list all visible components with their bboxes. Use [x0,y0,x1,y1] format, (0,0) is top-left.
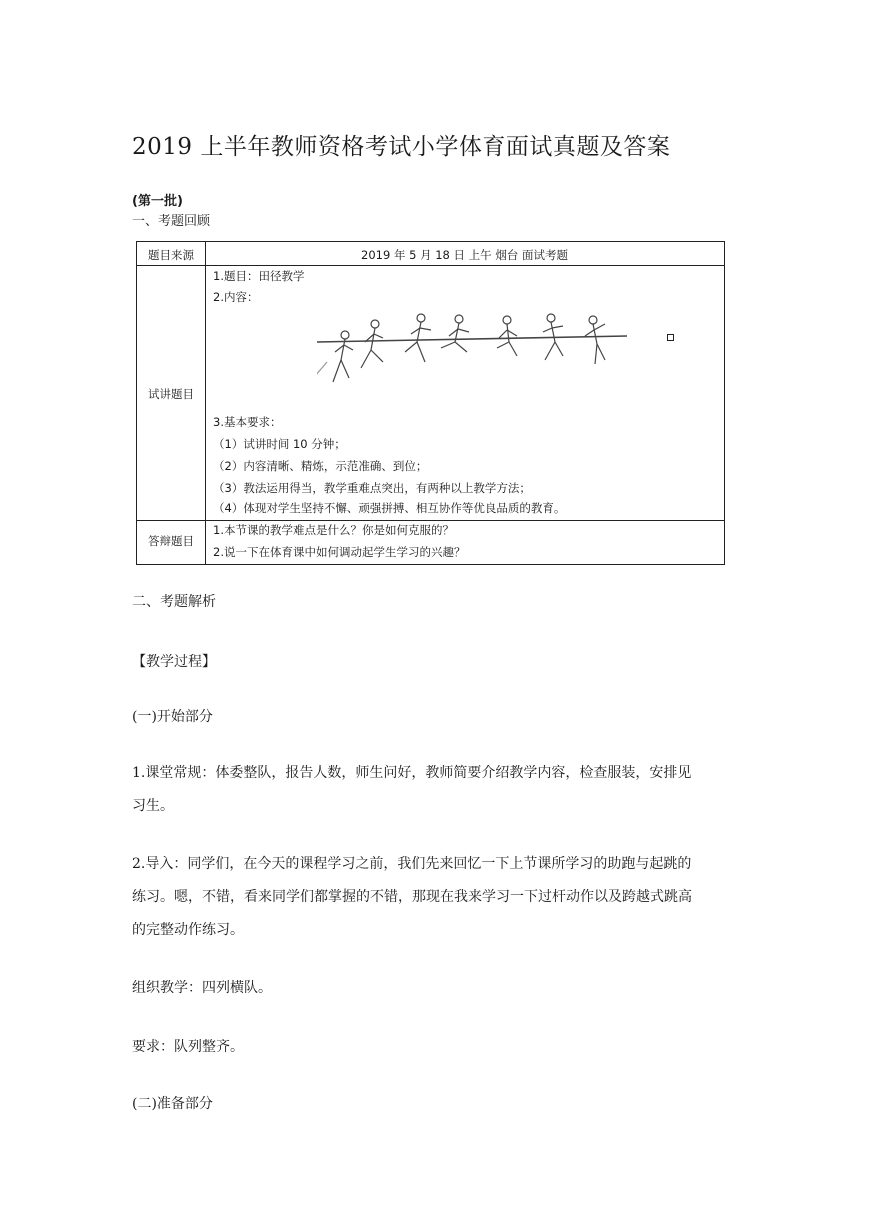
jumper-figure [405,314,431,362]
crossbar [317,336,627,342]
source-label: 题目来源 [148,248,194,262]
lecture-content: 2.内容： [213,290,259,304]
paragraph-line: 1.课堂常规：体委整队，报告人数，师生问好，教师简要介绍教学内容，检查服装，安排见 [132,765,692,781]
table-divider [137,520,724,521]
batch-label: (第一批) [132,194,183,209]
section-heading-analysis: 二、考题解析 [132,594,216,610]
jumper-figure [585,316,605,364]
section-heading-review: 一、考题回顾 [132,214,211,229]
approach-line [317,362,327,397]
lecture-label: 试讲题目 [148,387,194,401]
organization-text: 组织教学：四列横队。 [132,980,272,996]
requirement-item: （3）教法运用得当，教学重难点突出，有两种以上教学方法； [213,481,531,495]
requirement-item: （1）试讲时间 10 分钟； [213,437,346,451]
part-heading-prep: (二)准备部分 [132,1096,213,1112]
defense-question: 2.说一下在体育课中如何调动起学生学习的兴趣？ [213,545,466,559]
jumper-figure [497,316,517,356]
requirement-item: （2）内容清晰、精炼，示范准确、到位； [213,459,428,473]
teaching-process-heading: 【教学过程】 [132,654,216,670]
paragraph-line: 习生。 [132,798,174,814]
paragraph-line: 的完整动作练习。 [132,922,244,938]
table-divider [205,242,206,564]
page-title: 2019 上半年教师资格考试小学体育面试真题及答案 [132,134,671,160]
requirement-text: 要求：队列整齐。 [132,1039,244,1055]
source-value: 2019 年 5 月 18 日 上午 烟台 面试考题 [361,248,568,262]
paragraph-line: 练习。嗯，不错，看来同学们都掌握的不错，那现在我来学习一下过杆动作以及跨越式跳高 [132,889,692,905]
requirements-title: 3.基本要求： [213,415,282,429]
lecture-topic: 1.题目：田径教学 [213,269,305,283]
jumper-figure [361,320,383,368]
high-jump-illustration [317,312,637,402]
jumper-figure [333,331,353,382]
part-heading-start: (一)开始部分 [132,709,213,725]
requirement-item: （4）体现对学生坚持不懈、顽强拼搏、相互协作等优良品质的教育。 [213,501,566,515]
exam-table [136,241,725,565]
table-divider [137,265,724,266]
anchor-marker-icon [667,334,674,341]
defense-label: 答辩题目 [148,534,194,548]
defense-question: 1.本节课的教学难点是什么？你是如何克服的？ [213,523,454,537]
jumper-figure [441,315,469,352]
paragraph-line: 2.导入：同学们，在今天的课程学习之前，我们先来回忆一下上节课所学习的助跑与起跳的 [132,856,692,872]
